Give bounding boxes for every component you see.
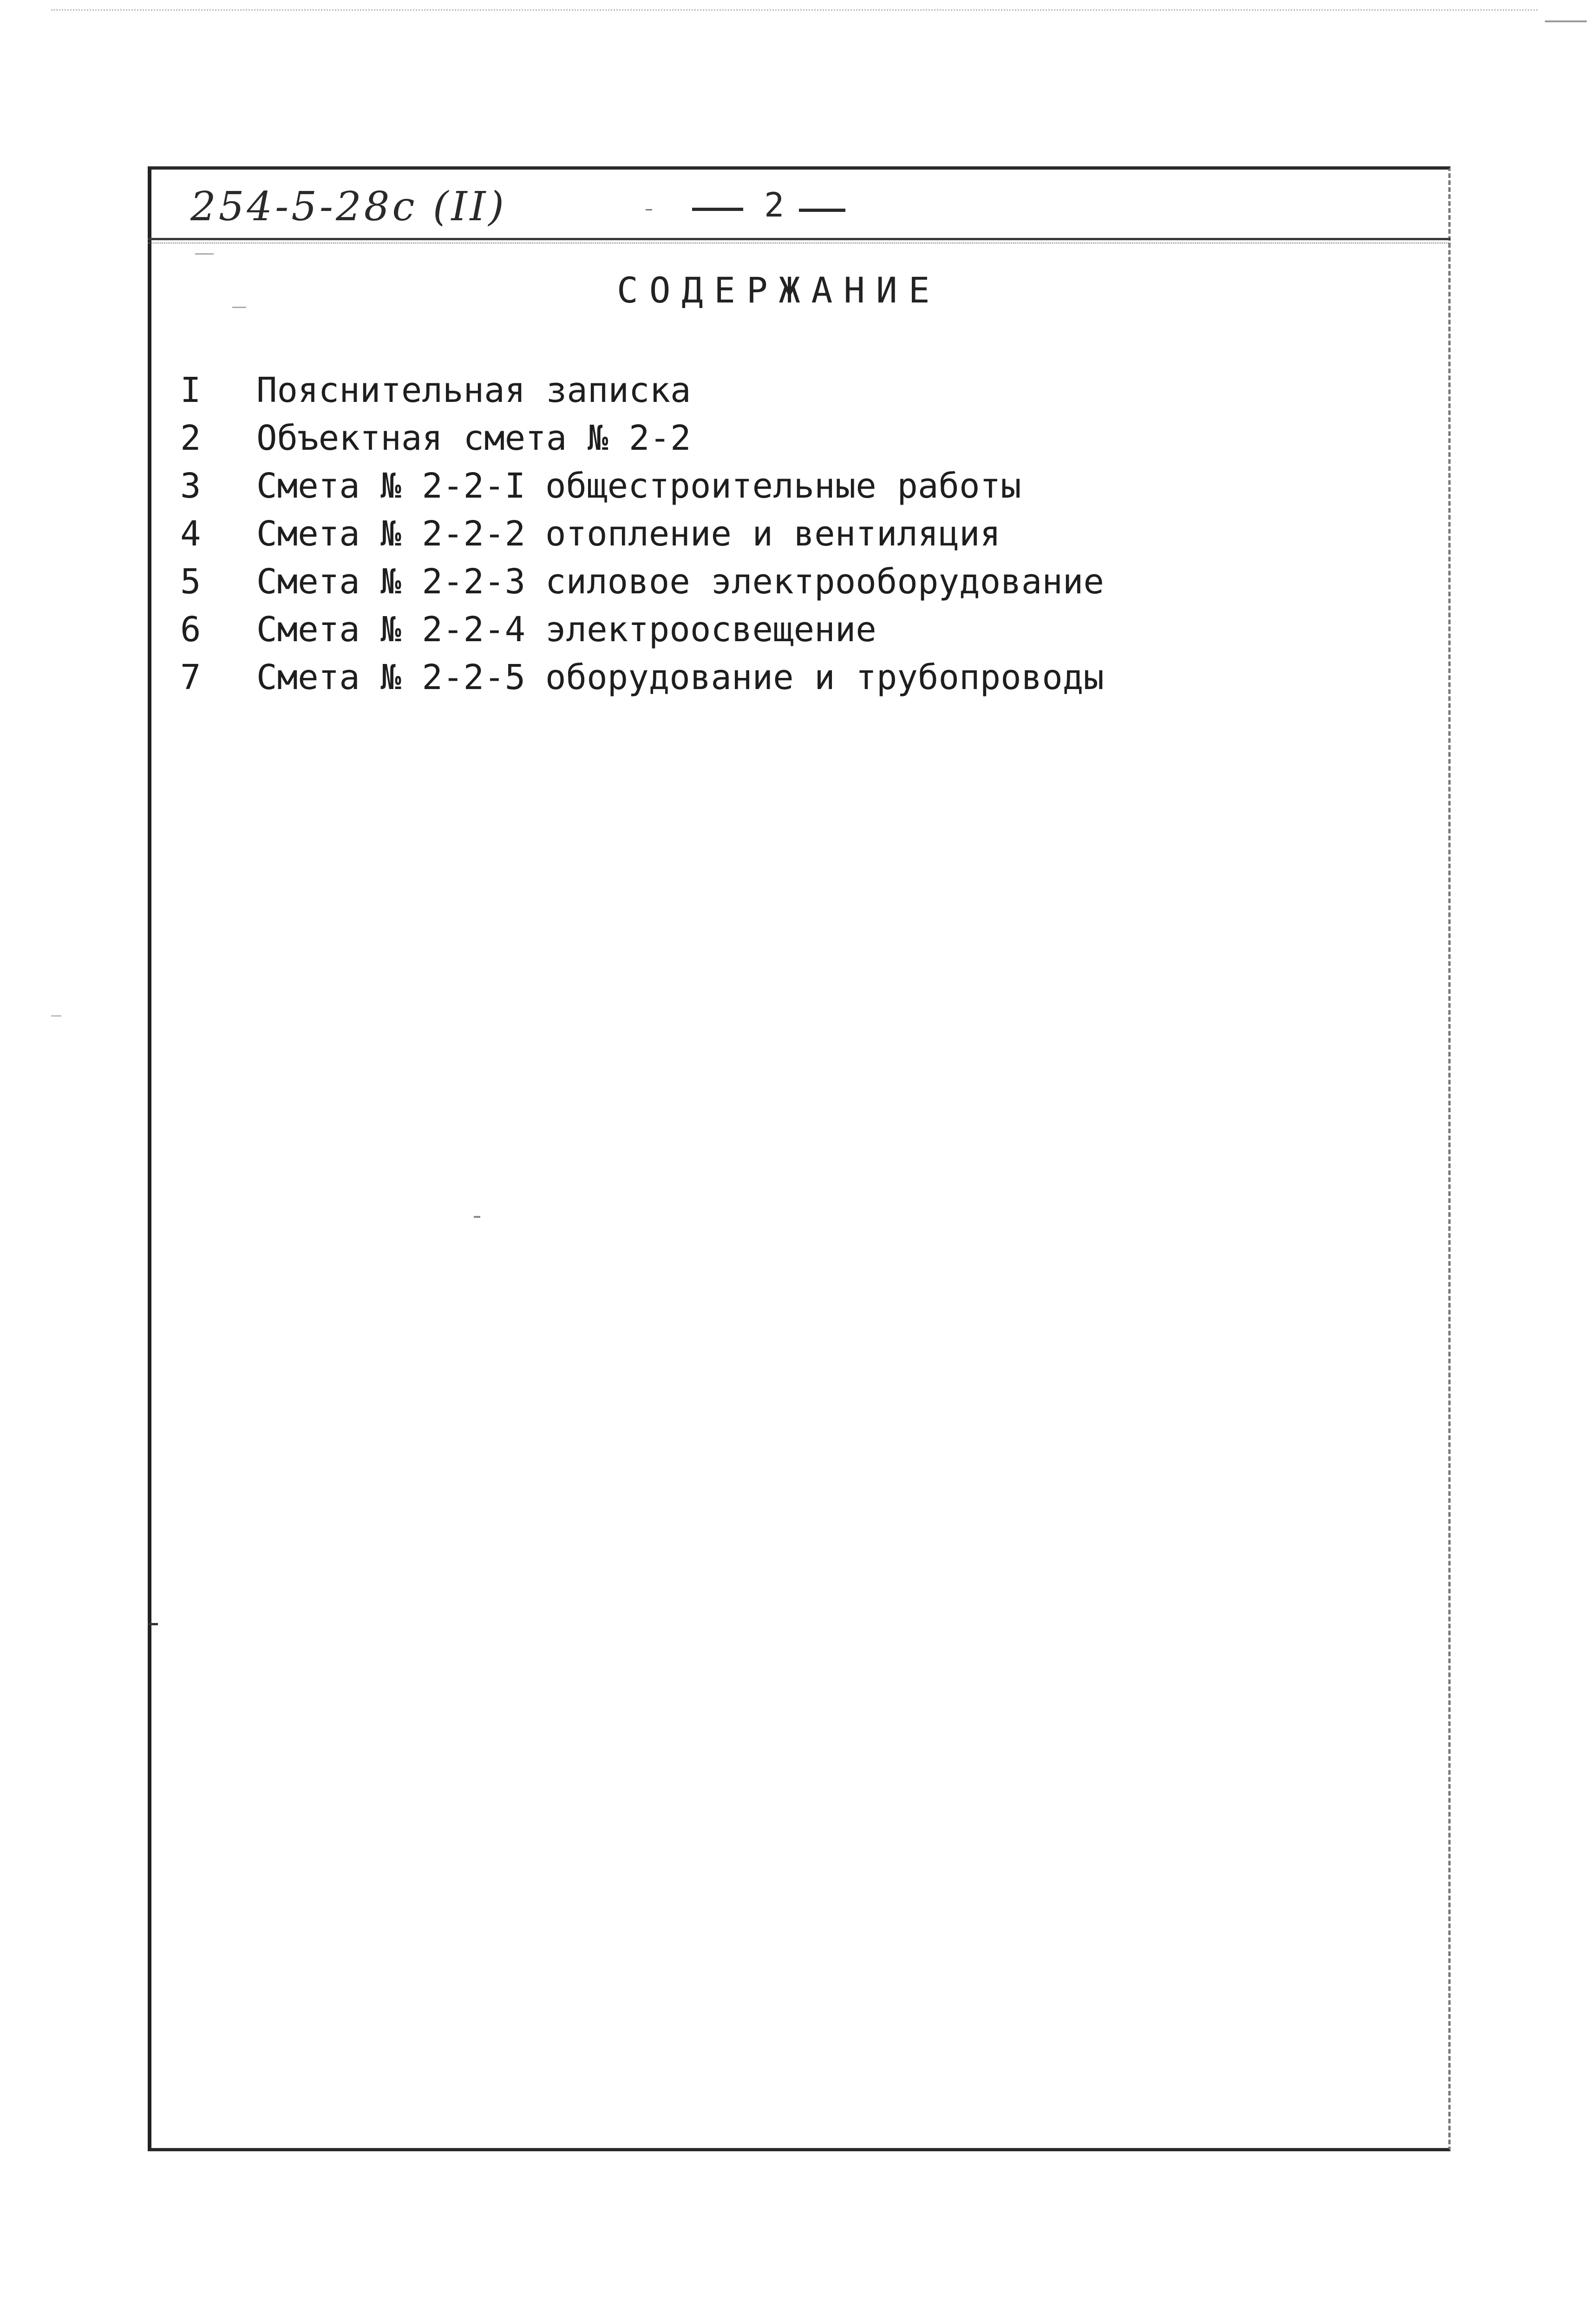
- toc-item-description: электроосвещение: [545, 610, 876, 650]
- toc-item-number: 4: [180, 514, 201, 554]
- toc-item: [180, 558, 1388, 606]
- toc-item: [180, 367, 1388, 415]
- toc-item: [180, 654, 1388, 702]
- table-of-contents: [180, 367, 1388, 702]
- toc-item-description: отопление и вентиляция: [545, 514, 1001, 554]
- toc-item-number: 6: [180, 610, 201, 650]
- page-number-block: [692, 184, 878, 235]
- toc-item: [180, 463, 1388, 511]
- frame-tick-mark: [148, 1623, 158, 1625]
- scan-artifact-line: [51, 9, 1537, 11]
- scan-artifact-dash: [1545, 20, 1587, 22]
- scan-artifact-mark: [474, 1216, 480, 1218]
- toc-item-number: 2: [180, 418, 201, 458]
- scan-artifact-mark: [51, 1015, 61, 1017]
- toc-item: [180, 606, 1388, 654]
- page-number: 2: [764, 185, 785, 224]
- toc-item-label: Смета № 2-2-5: [256, 657, 526, 697]
- page-number-dash-left: [692, 208, 743, 211]
- scan-artifact-mark: [646, 209, 652, 210]
- page-title: СОДЕРЖАНИЕ: [617, 269, 941, 311]
- toc-item-label: Смета № 2-2-3: [256, 562, 526, 602]
- toc-item-number: 7: [180, 657, 201, 697]
- toc-item-description: оборудование и трубопроводы: [545, 657, 1104, 697]
- toc-item-label: Смета № 2-2-I: [256, 466, 526, 506]
- document-code: 254-5-28с (II): [190, 184, 507, 230]
- toc-item-description: силовое электрооборудование: [545, 562, 1104, 602]
- toc-item-number: I: [180, 370, 201, 410]
- toc-item-description: общестроительные работы: [545, 466, 1021, 506]
- toc-item-number: 5: [180, 562, 201, 602]
- toc-item: [180, 415, 1388, 463]
- header-divider: [148, 238, 1451, 240]
- toc-item-label: Пояснительная записка: [256, 370, 691, 410]
- scan-artifact-mark: [195, 253, 214, 255]
- page-number-dash-right: [799, 209, 845, 212]
- toc-item: [180, 511, 1388, 558]
- toc-item-label: Объектная смета № 2-2: [256, 418, 691, 458]
- toc-item-number: 3: [180, 466, 201, 506]
- toc-item-label: Смета № 2-2-2: [256, 514, 526, 554]
- toc-item-label: Смета № 2-2-4: [256, 610, 526, 650]
